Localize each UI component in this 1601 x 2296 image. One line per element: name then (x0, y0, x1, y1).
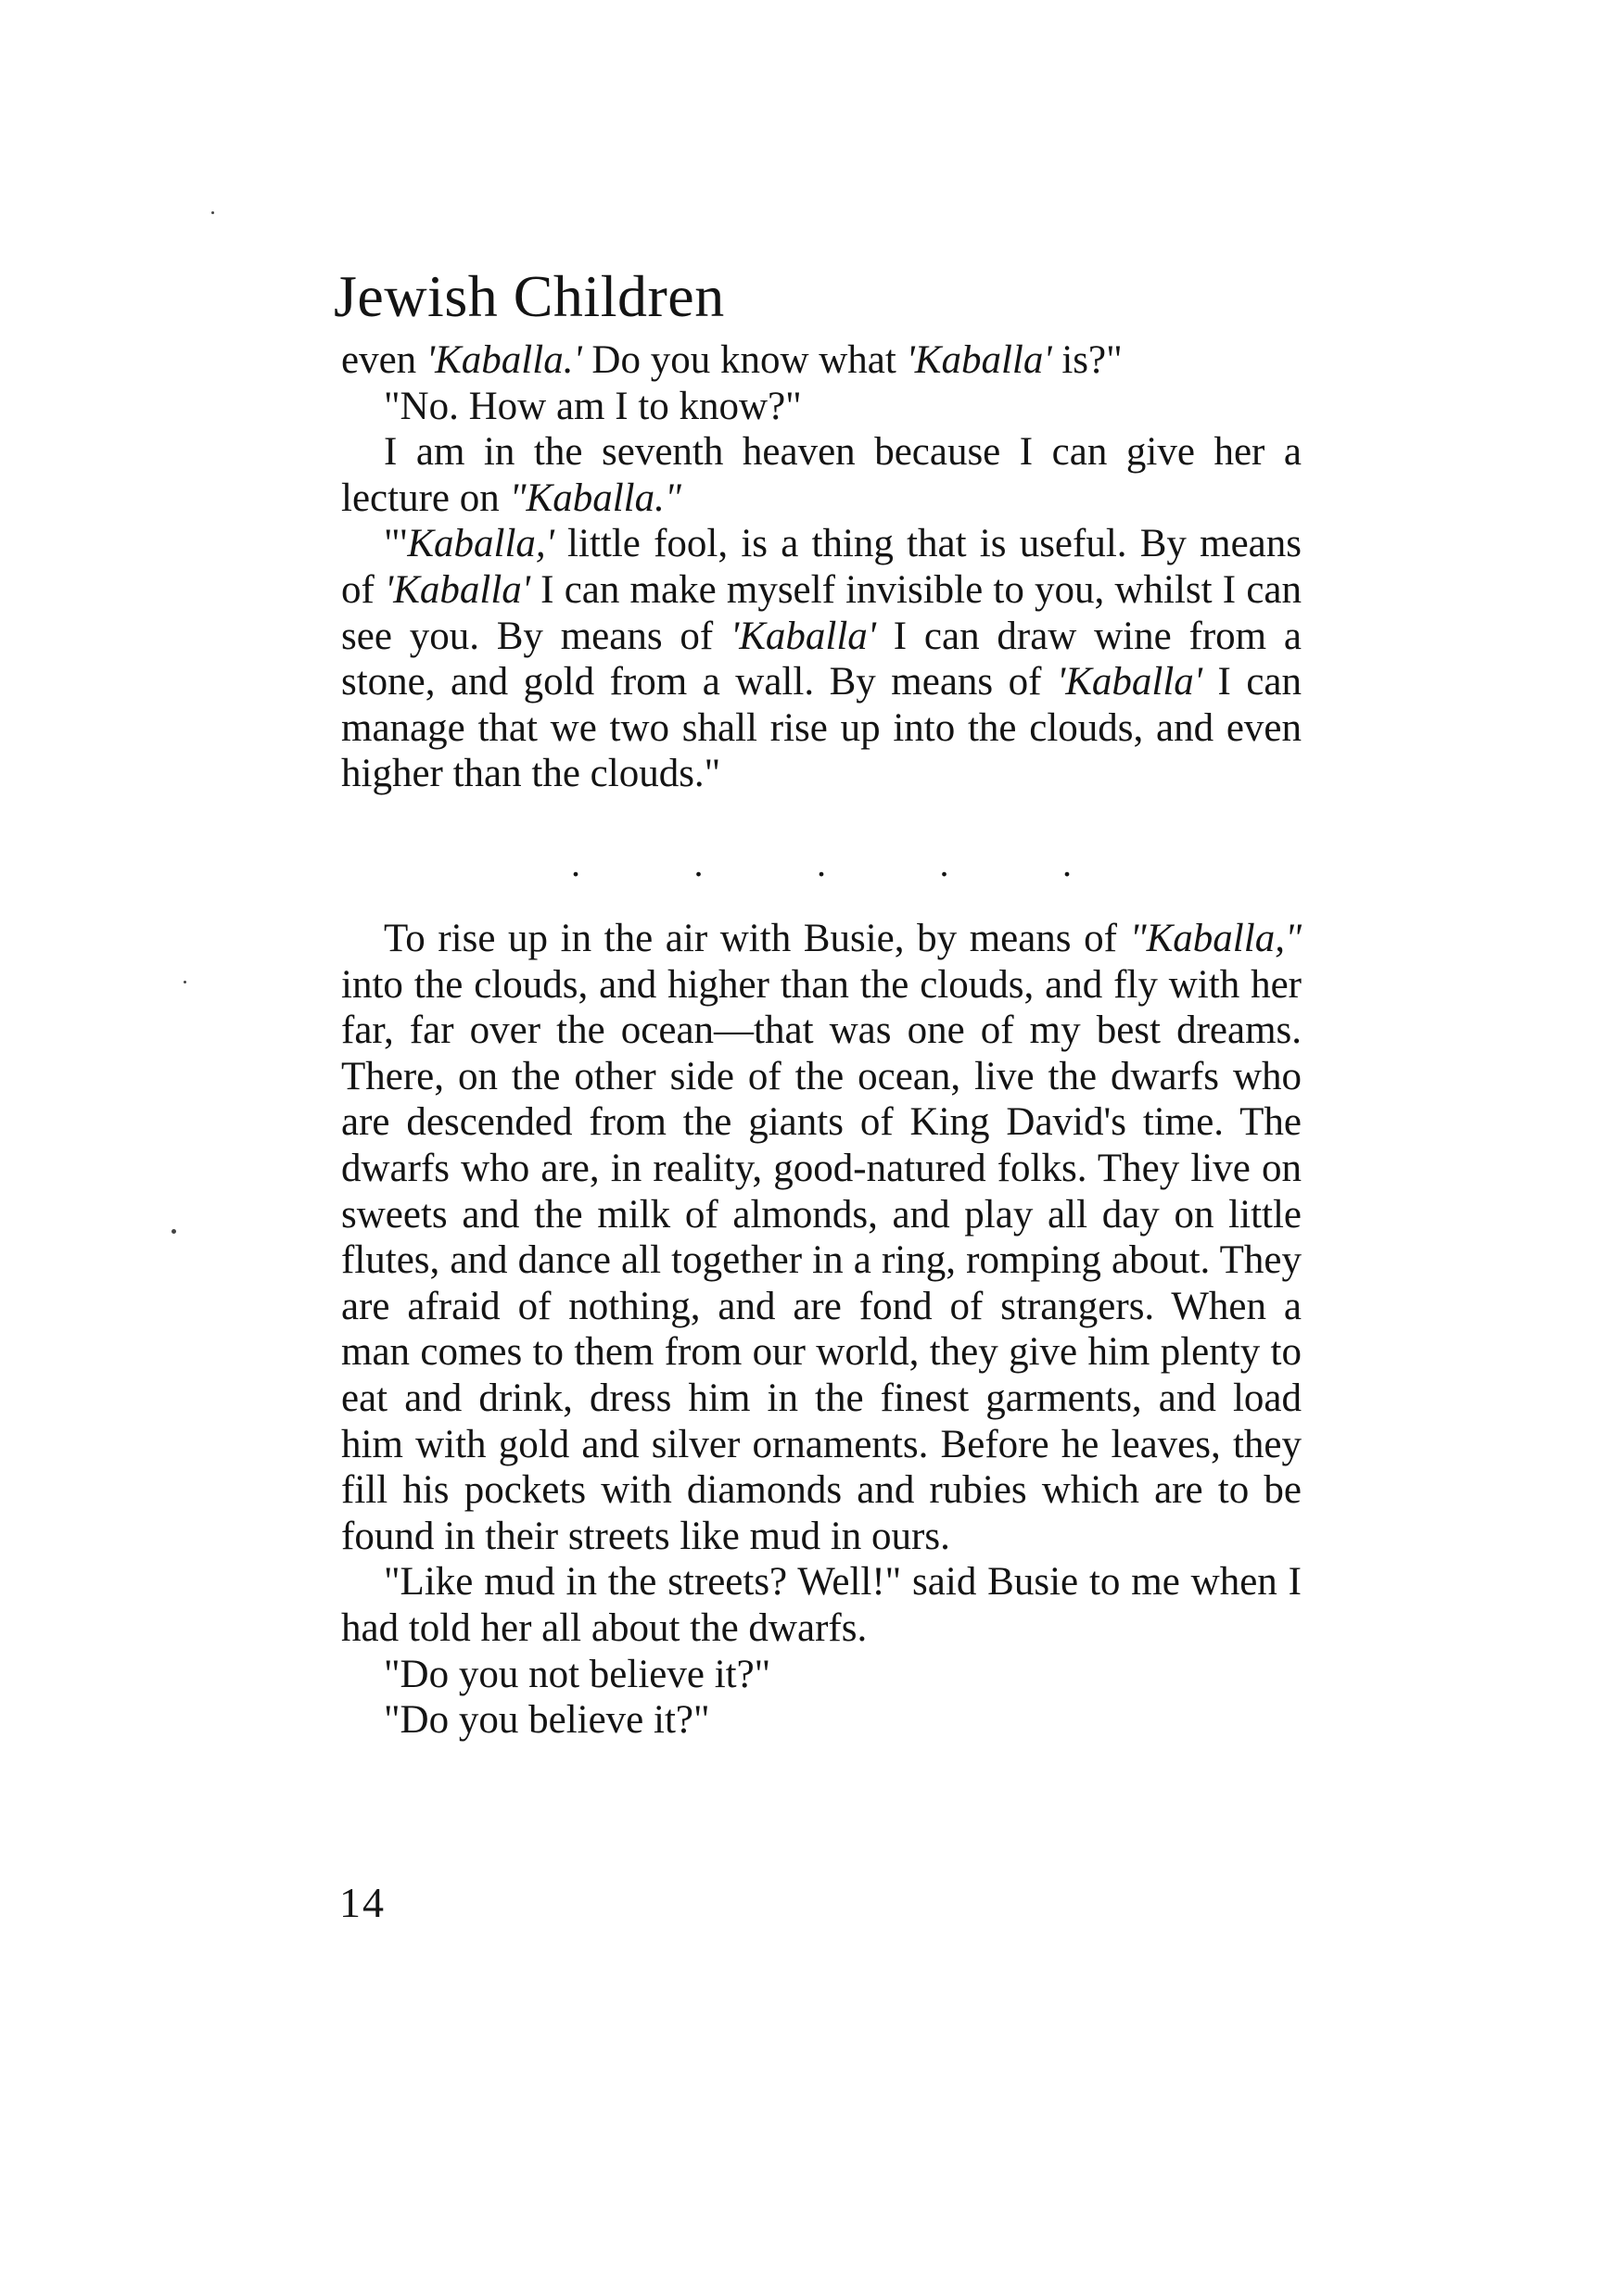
italic-run: "Kaballa." (509, 476, 681, 520)
running-head: Jewish Children (334, 263, 725, 329)
paragraph (341, 521, 1302, 797)
paragraph (341, 1697, 1302, 1744)
italic-run: 'Kaballa' (385, 567, 530, 612)
ornament-dot: . (693, 843, 704, 884)
page-number: 14 (339, 1879, 386, 1926)
text-run: Do you know what (581, 338, 907, 382)
ornament-dot: . (939, 843, 949, 884)
italic-run: 'Kaballa' (1057, 660, 1202, 704)
ornament-dot: . (817, 843, 826, 884)
ornament-dot: . (1062, 843, 1072, 884)
text-run: I can draw wine from a stone, and gold from a wall. By means of (341, 614, 1302, 704)
text-run: "Do you believe it?" (384, 1698, 710, 1743)
text-run: into the clouds, and higher than the clouds, and fly with her far, far over the ocean—that was one of my best dreams. There, on the other side of the ocean, live the dwarfs who are descended from the giants of King David's time. The dwarfs who are, in reality, good-natured folks. They live on sweets and the milk of almonds, and play all day on little flutes, and dance all together in a ring, romping about. They are afraid of nothing, and are fond of strangers. When a man comes to them from our world, they give him plenty to eat and drink, dress him in the finest garments, and load him with gold and silver ornaments. Before he leaves, they fill his pockets with diamonds and rubies which are to be found in their streets like mud in ours. (341, 962, 1302, 1558)
text-block-bottom (341, 916, 1302, 1744)
italic-run: 'Kaballa.' (426, 338, 582, 382)
print-speck (172, 1229, 176, 1234)
italic-run: "Kaballa," (1129, 917, 1302, 960)
text-run: little fool, is a thing that is useful. By means of (341, 522, 1302, 612)
ornament-dot: . (571, 843, 580, 884)
text-run: "Like mud in the streets? Well!" said Busie to me when I had told her all about the dwarfs. (341, 1560, 1302, 1650)
print-speck (211, 211, 214, 214)
italic-run: 'Kaballa' (906, 338, 1052, 382)
text-run: I can make myself invisible to you, whilst I can see you. By means of (341, 567, 1302, 658)
italic-run: Kaballa,' (407, 522, 554, 566)
section-break-ornament (571, 845, 1072, 882)
text-run: I am in the seventh heaven because I can give her a lecture on (341, 430, 1302, 520)
paragraph (341, 1559, 1302, 1651)
paragraph (341, 1652, 1302, 1698)
text-run: "Do you not believe it?" (384, 1652, 771, 1696)
text-run: "' (384, 522, 408, 566)
print-speck (184, 981, 186, 983)
paragraph (341, 337, 1302, 384)
text-run: even (341, 338, 426, 382)
text-run: I can manage that we two shall rise up into the clouds, and even higher than the clouds." (341, 660, 1302, 796)
italic-run: 'Kaballa' (731, 614, 876, 658)
text-run: To rise up in the air with Busie, by means of (384, 917, 1130, 960)
text-run: is?" (1051, 338, 1123, 382)
text-block-top (341, 337, 1302, 797)
paragraph (341, 429, 1302, 521)
paragraph (341, 916, 1302, 1559)
text-run: "No. How am I to know?" (384, 384, 802, 428)
paragraph (341, 384, 1302, 430)
